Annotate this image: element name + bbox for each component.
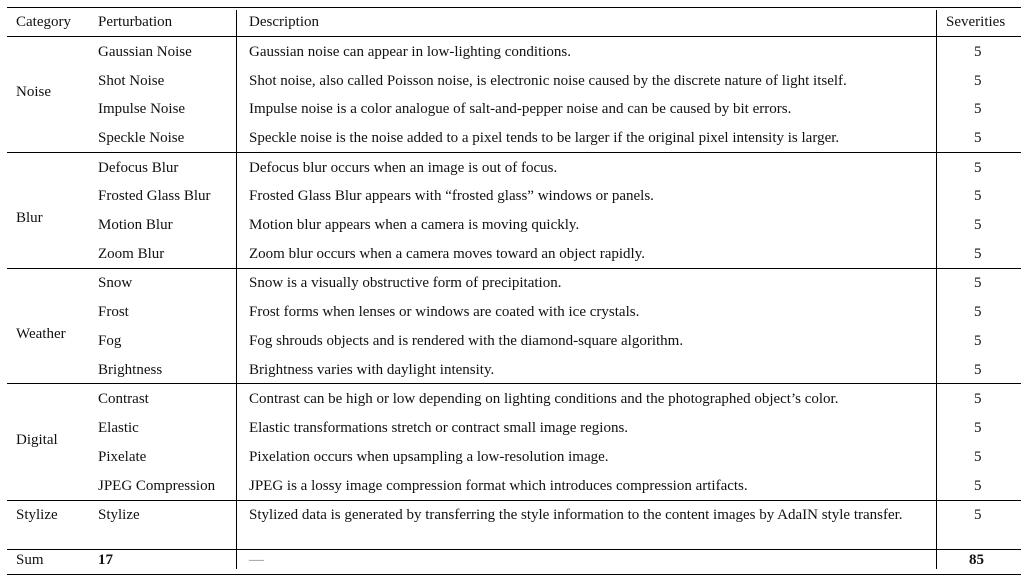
severity-pixelate: 5 [974, 449, 982, 465]
severity-motion-blur: 5 [974, 217, 982, 233]
severity-stylize: 5 [974, 507, 982, 523]
perturbation-snow: Snow [98, 275, 133, 291]
perturbation-frosted-glass-blur: Frosted Glass Blur [98, 188, 211, 204]
category-stylize: Stylize [16, 507, 58, 523]
description-defocus-blur: Defocus blur occurs when an image is out of focus. [249, 160, 558, 176]
category-blur: Blur [16, 210, 43, 226]
perturbation-brightness: Brightness [98, 362, 163, 378]
severity-shot-noise: 5 [974, 73, 982, 89]
sum-label: Sum [16, 552, 44, 568]
severity-fog: 5 [974, 333, 982, 349]
description-left-separator [236, 10, 237, 569]
perturbation-zoom-blur: Zoom Blur [98, 246, 165, 262]
perturbation-shot-noise: Shot Noise [98, 73, 165, 89]
perturbation-jpeg-compression: JPEG Compression [98, 478, 216, 494]
header-category: Category [16, 14, 71, 30]
perturbation-contrast: Contrast [98, 391, 149, 407]
perturbation-impulse-noise: Impulse Noise [98, 101, 186, 117]
description-fog: Fog shrouds objects and is rendered with the diamond-square algorithm. [249, 333, 684, 349]
severity-impulse-noise: 5 [974, 101, 982, 117]
perturbation-pixelate: Pixelate [98, 449, 147, 465]
category-noise: Noise [16, 84, 51, 100]
bottom-rule [7, 574, 1021, 575]
description-frost: Frost forms when lenses or windows are coated with ice crystals. [249, 304, 640, 320]
perturbation-defocus-blur: Defocus Blur [98, 160, 179, 176]
sum-severities-total: 85 [969, 552, 984, 568]
header-description: Description [249, 14, 319, 30]
blur-group-rule [7, 268, 1021, 269]
description-shot-noise: Shot noise, also called Poisson noise, is electronic noise caused by the discrete nature of light itself. [249, 73, 847, 89]
severity-frosted-glass-blur: 5 [974, 188, 982, 204]
perturbation-frost: Frost [98, 304, 129, 320]
severity-jpeg-compression: 5 [974, 478, 982, 494]
description-impulse-noise: Impulse noise is a color analogue of salt-and-pepper noise and can be caused by bit errors. [249, 101, 792, 117]
severity-speckle-noise: 5 [974, 130, 982, 146]
severity-frost: 5 [974, 304, 982, 320]
severity-brightness: 5 [974, 362, 982, 378]
description-frosted-glass-blur: Frosted Glass Blur appears with “frosted glass” windows or panels. [249, 188, 654, 204]
header-severities: Severities [946, 14, 1006, 30]
stylize-group-rule [7, 549, 1021, 550]
category-digital: Digital [16, 432, 58, 448]
description-snow: Snow is a visually obstructive form of precipitation. [249, 275, 562, 291]
description-motion-blur: Motion blur appears when a camera is moving quickly. [249, 217, 580, 233]
perturbation-motion-blur: Motion Blur [98, 217, 173, 233]
noise-group-rule [7, 152, 1021, 153]
description-jpeg-compression: JPEG is a lossy image compression format which introduces compression artifacts. [249, 478, 748, 494]
severity-zoom-blur: 5 [974, 246, 982, 262]
category-weather: Weather [16, 326, 66, 342]
weather-group-rule [7, 383, 1021, 384]
sum-description: — [249, 552, 264, 568]
description-pixelate: Pixelation occurs when upsampling a low-resolution image. [249, 449, 609, 465]
header-perturbation: Perturbation [98, 14, 173, 30]
severity-snow: 5 [974, 275, 982, 291]
description-zoom-blur: Zoom blur occurs when a camera moves toward an object rapidly. [249, 246, 645, 262]
description-contrast: Contrast can be high or low depending on lighting conditions and the photographed object’s color. [249, 391, 839, 407]
description-gaussian-noise: Gaussian noise can appear in low-lighting conditions. [249, 44, 572, 60]
perturbation-stylize: Stylize [98, 507, 140, 523]
perturbation-speckle-noise: Speckle Noise [98, 130, 185, 146]
header-rule [7, 36, 1021, 37]
description-speckle-noise: Speckle noise is the noise added to a pixel tends to be larger if the original pixel intensity is larger. [249, 130, 840, 146]
perturbation-elastic: Elastic [98, 420, 139, 436]
severity-gaussian-noise: 5 [974, 44, 982, 60]
perturbation-gaussian-noise: Gaussian Noise [98, 44, 192, 60]
description-stylize: Stylized data is generated by transferring the style information to the content images by AdaIN style transfer. [249, 507, 903, 523]
description-elastic: Elastic transformations stretch or contract small image regions. [249, 420, 629, 436]
description-right-separator [936, 10, 937, 569]
top-rule [7, 7, 1021, 8]
severity-defocus-blur: 5 [974, 160, 982, 176]
severity-contrast: 5 [974, 391, 982, 407]
digital-group-rule [7, 500, 1021, 501]
perturbation-fog: Fog [98, 333, 122, 349]
severity-elastic: 5 [974, 420, 982, 436]
sum-perturbation-count: 17 [98, 552, 113, 568]
description-brightness: Brightness varies with daylight intensity. [249, 362, 495, 378]
